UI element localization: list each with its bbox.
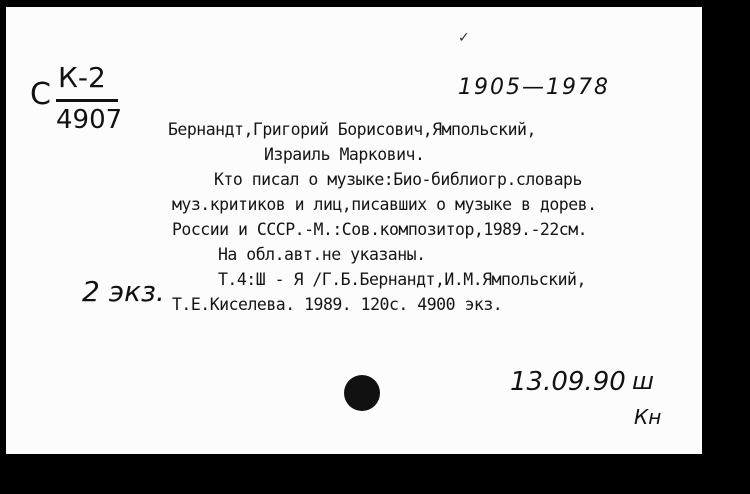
signature-1: ш xyxy=(632,367,654,395)
card-line-1: Бернандт,Григорий Борисович,Ямпольский, xyxy=(168,120,536,139)
date-stamp: 13.09.90 xyxy=(510,367,626,397)
copies-note: 2 экз. xyxy=(82,275,165,308)
initials: Кн xyxy=(634,405,662,429)
card-line-2: Израиль Маркович. xyxy=(264,145,425,164)
card-line-7: Т.4:Ш - Я /Г.Б.Бернандт,И.М.Ямпольский, xyxy=(218,270,586,289)
ink-blot xyxy=(344,375,380,411)
card-line-4: муз.критиков и лиц,писавших о музыке в дорев. xyxy=(172,195,597,214)
card-line-3: Кто писал о музыке:Био-библиогр.словарь xyxy=(214,170,582,189)
shelfmark-code: К-2 xyxy=(58,61,106,94)
catalog-card xyxy=(6,7,702,454)
card-line-8: Т.Е.Киселева. 1989. 120с. 4900 экз. xyxy=(172,295,503,314)
tick-mark: ✓ xyxy=(458,30,470,46)
card-line-5: России и СССР.-М.:Сов.композитор,1989.-22см. xyxy=(172,220,588,239)
shelfmark-prefix: С xyxy=(30,77,51,112)
shelfmark-number: 4907 xyxy=(56,105,123,135)
life-dates: 1905—1978 xyxy=(458,75,610,100)
shelfmark-divider xyxy=(56,99,118,102)
card-line-6: На обл.авт.не указаны. xyxy=(218,245,426,264)
